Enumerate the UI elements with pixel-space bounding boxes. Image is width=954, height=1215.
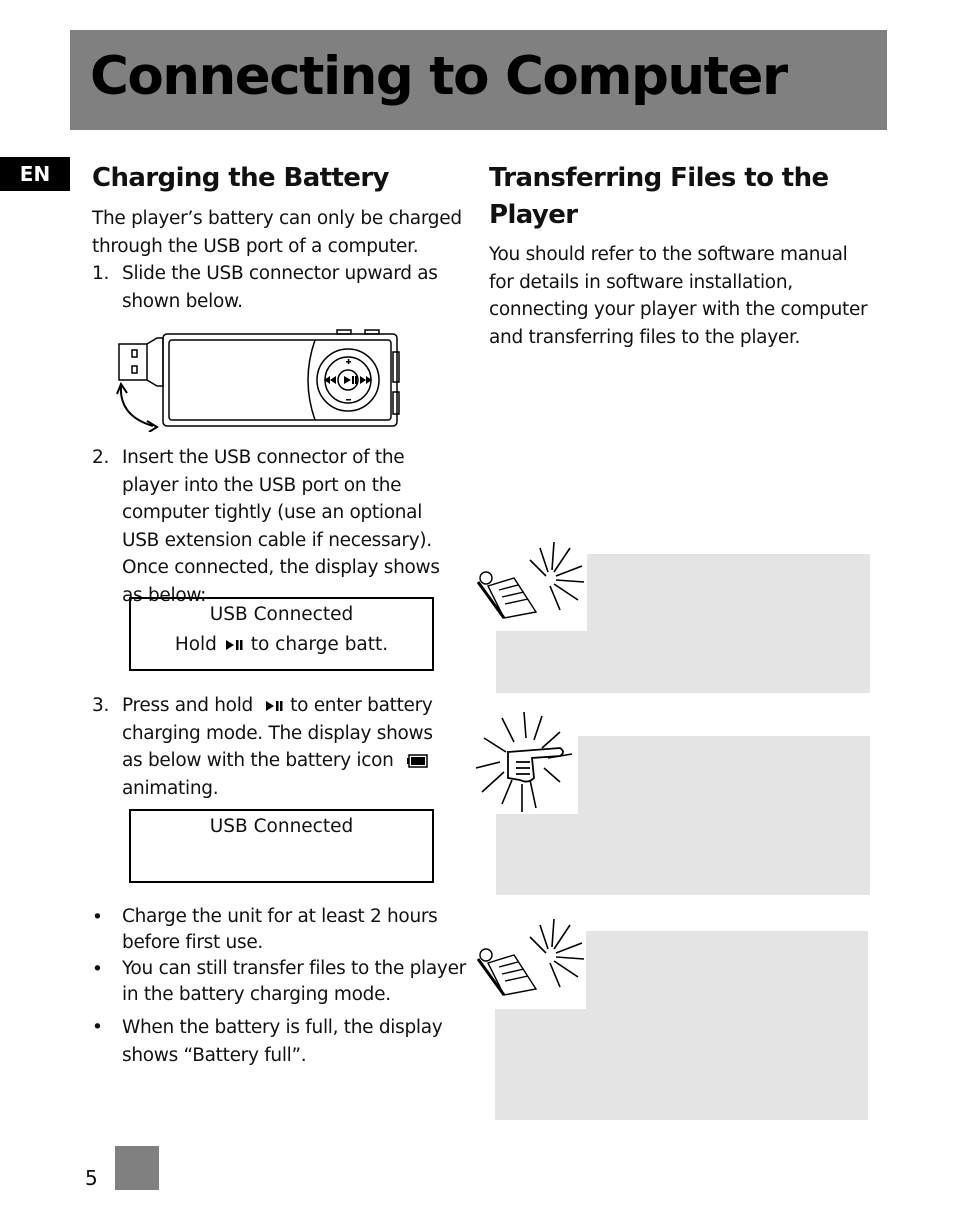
step-text: Slide the USB connector upward as shown below.	[122, 263, 438, 312]
section-heading-transferring: Transferring Files to the Player	[489, 163, 829, 230]
step-number: 2.	[92, 447, 110, 468]
charging-intro: The player’s battery can only be charged through the USB port of a computer.	[92, 208, 462, 257]
step3-text-pre: Press and hold	[122, 695, 253, 716]
step-text: Insert the USB connector of the player into the USB port on the computer tightly (use an optional USB extension cable if necessary). Once connected, the display shows as below:	[122, 447, 440, 606]
page-marker-block	[115, 1146, 159, 1190]
bullet-icon: •	[92, 959, 103, 980]
page-number: 5	[85, 1166, 98, 1190]
bullet-text: Charge the unit for at least 2 hours before first use.	[122, 906, 438, 953]
page-title: Connecting to Computer	[90, 46, 787, 107]
note-icon	[474, 915, 586, 1005]
transferring-body: You should refer to the software manual for details in software installation, connecting your player with the computer and transferring files to the player.	[489, 244, 868, 348]
bullet-icon: •	[92, 1017, 103, 1038]
step3-text-post: animating.	[122, 777, 219, 799]
title-bar	[70, 30, 887, 130]
play-pause-icon	[223, 639, 245, 651]
bullet-item	[92, 904, 467, 958]
note-icon	[474, 538, 586, 628]
step-number: 1.	[92, 263, 110, 284]
bullet-item	[92, 956, 467, 1010]
usb-player-illustration	[115, 328, 405, 432]
lcd-line-1: USB Connected	[209, 604, 354, 625]
lcd-text-charge: to charge batt.	[250, 634, 389, 655]
bullet-icon: •	[92, 907, 103, 928]
step-text	[122, 692, 457, 802]
lcd-line-1: USB Connected	[209, 816, 354, 837]
section-heading-charging: Charging the Battery	[92, 163, 389, 193]
bullet-text: When the battery is full, the display shows “Battery full”.	[122, 1017, 443, 1066]
lcd-display-connected	[129, 597, 434, 671]
play-pause-icon	[259, 700, 285, 712]
battery-icon	[399, 753, 429, 769]
step3-text-mid: to enter battery charging mode. The display shows as below with the battery icon	[122, 695, 433, 771]
pointing-hand-icon	[472, 708, 578, 814]
lcd-line-2	[131, 629, 432, 659]
bullet-text: You can still transfer files to the player in the battery charging mode.	[122, 958, 466, 1005]
step-number: 3.	[92, 695, 110, 716]
step-3	[92, 692, 462, 804]
lcd-text-hold: Hold	[174, 634, 217, 655]
language-tab: EN	[0, 157, 70, 191]
bullet-item	[92, 1014, 467, 1070]
lcd-display-charging	[129, 809, 434, 883]
